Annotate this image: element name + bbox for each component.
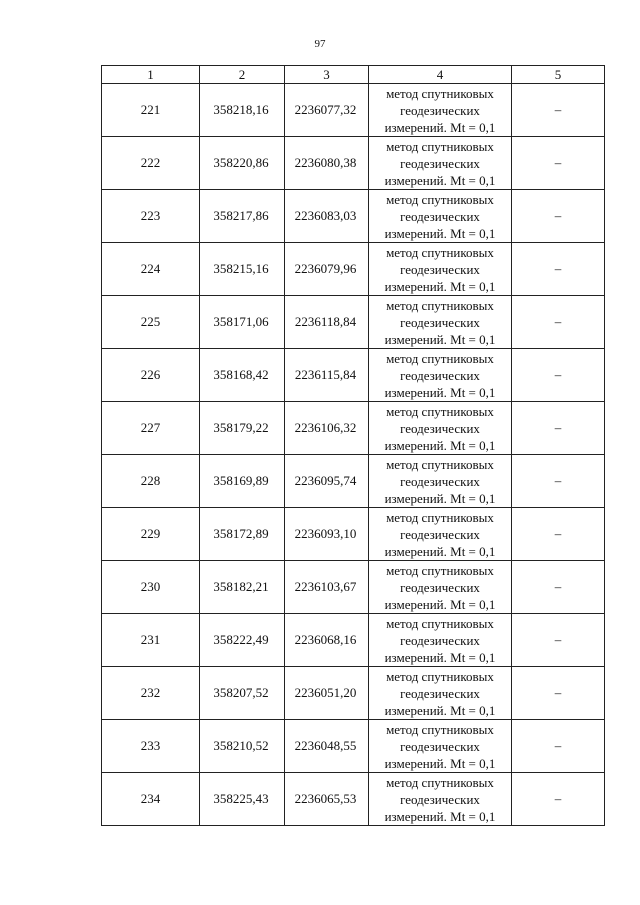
- point-cell: 233: [102, 720, 200, 773]
- method-cell: метод спутниковых геодезических измерений. Mt = 0,1: [369, 243, 512, 296]
- table-header-row: [102, 66, 605, 84]
- method-cell: метод спутниковых геодезических измерений. Mt = 0,1: [369, 349, 512, 402]
- point-cell: 222: [102, 137, 200, 190]
- table-row: [102, 455, 605, 508]
- note-cell: –: [512, 455, 605, 508]
- method-cell: метод спутниковых геодезических измерений. Mt = 0,1: [369, 614, 512, 667]
- x-coordinate-cell: 358222,49: [200, 614, 285, 667]
- column-header-1: 1: [102, 66, 200, 84]
- method-cell: метод спутниковых геодезических измерений. Mt = 0,1: [369, 561, 512, 614]
- y-coordinate-cell: 2236118,84: [285, 296, 369, 349]
- column-header-5: 5: [512, 66, 605, 84]
- x-coordinate-cell: 358179,22: [200, 402, 285, 455]
- note-cell: –: [512, 402, 605, 455]
- point-cell: 225: [102, 296, 200, 349]
- point-cell: 226: [102, 349, 200, 402]
- column-header-3: 3: [285, 66, 369, 84]
- x-coordinate-cell: 358210,52: [200, 720, 285, 773]
- point-cell: 228: [102, 455, 200, 508]
- table-body: [102, 84, 605, 826]
- table-row: [102, 349, 605, 402]
- table-row: [102, 137, 605, 190]
- table-row: [102, 296, 605, 349]
- note-cell: –: [512, 561, 605, 614]
- table-row: [102, 190, 605, 243]
- point-cell: 230: [102, 561, 200, 614]
- point-cell: 227: [102, 402, 200, 455]
- table-row: [102, 720, 605, 773]
- note-cell: –: [512, 667, 605, 720]
- column-header-2: 2: [200, 66, 285, 84]
- coordinates-table: [101, 65, 605, 826]
- point-cell: 232: [102, 667, 200, 720]
- y-coordinate-cell: 2236103,67: [285, 561, 369, 614]
- note-cell: –: [512, 349, 605, 402]
- x-coordinate-cell: 358215,16: [200, 243, 285, 296]
- note-cell: –: [512, 84, 605, 137]
- y-coordinate-cell: 2236068,16: [285, 614, 369, 667]
- page-number: 97: [314, 38, 326, 50]
- table-row: [102, 84, 605, 137]
- note-cell: –: [512, 614, 605, 667]
- note-cell: –: [512, 720, 605, 773]
- method-cell: метод спутниковых геодезических измерений. Mt = 0,1: [369, 667, 512, 720]
- point-cell: 234: [102, 773, 200, 826]
- method-cell: метод спутниковых геодезических измерений. Mt = 0,1: [369, 508, 512, 561]
- y-coordinate-cell: 2236106,32: [285, 402, 369, 455]
- method-cell: метод спутниковых геодезических измерений. Mt = 0,1: [369, 190, 512, 243]
- table-row: [102, 402, 605, 455]
- x-coordinate-cell: 358168,42: [200, 349, 285, 402]
- point-cell: 224: [102, 243, 200, 296]
- note-cell: –: [512, 296, 605, 349]
- method-cell: метод спутниковых геодезических измерений. Mt = 0,1: [369, 455, 512, 508]
- method-cell: метод спутниковых геодезических измерений. Mt = 0,1: [369, 137, 512, 190]
- method-cell: метод спутниковых геодезических измерений. Mt = 0,1: [369, 720, 512, 773]
- y-coordinate-cell: 2236077,32: [285, 84, 369, 137]
- y-coordinate-cell: 2236115,84: [285, 349, 369, 402]
- note-cell: –: [512, 243, 605, 296]
- point-cell: 229: [102, 508, 200, 561]
- note-cell: –: [512, 190, 605, 243]
- method-cell: метод спутниковых геодезических измерений. Mt = 0,1: [369, 773, 512, 826]
- x-coordinate-cell: 358172,89: [200, 508, 285, 561]
- x-coordinate-cell: 358171,06: [200, 296, 285, 349]
- y-coordinate-cell: 2236048,55: [285, 720, 369, 773]
- table-row: [102, 773, 605, 826]
- table-row: [102, 561, 605, 614]
- point-cell: 223: [102, 190, 200, 243]
- column-header-4: 4: [369, 66, 512, 84]
- y-coordinate-cell: 2236051,20: [285, 667, 369, 720]
- y-coordinate-cell: 2236065,53: [285, 773, 369, 826]
- y-coordinate-cell: 2236080,38: [285, 137, 369, 190]
- x-coordinate-cell: 358182,21: [200, 561, 285, 614]
- table-row: [102, 614, 605, 667]
- note-cell: –: [512, 137, 605, 190]
- x-coordinate-cell: 358217,86: [200, 190, 285, 243]
- x-coordinate-cell: 358225,43: [200, 773, 285, 826]
- point-cell: 221: [102, 84, 200, 137]
- x-coordinate-cell: 358169,89: [200, 455, 285, 508]
- y-coordinate-cell: 2236079,96: [285, 243, 369, 296]
- method-cell: метод спутниковых геодезических измерений. Mt = 0,1: [369, 402, 512, 455]
- method-cell: метод спутниковых геодезических измерений. Mt = 0,1: [369, 296, 512, 349]
- y-coordinate-cell: 2236083,03: [285, 190, 369, 243]
- note-cell: –: [512, 773, 605, 826]
- y-coordinate-cell: 2236093,10: [285, 508, 369, 561]
- x-coordinate-cell: 358207,52: [200, 667, 285, 720]
- y-coordinate-cell: 2236095,74: [285, 455, 369, 508]
- point-cell: 231: [102, 614, 200, 667]
- x-coordinate-cell: 358220,86: [200, 137, 285, 190]
- x-coordinate-cell: 358218,16: [200, 84, 285, 137]
- note-cell: –: [512, 508, 605, 561]
- table-row: [102, 508, 605, 561]
- table-row: [102, 667, 605, 720]
- method-cell: метод спутниковых геодезических измерений. Mt = 0,1: [369, 84, 512, 137]
- table-row: [102, 243, 605, 296]
